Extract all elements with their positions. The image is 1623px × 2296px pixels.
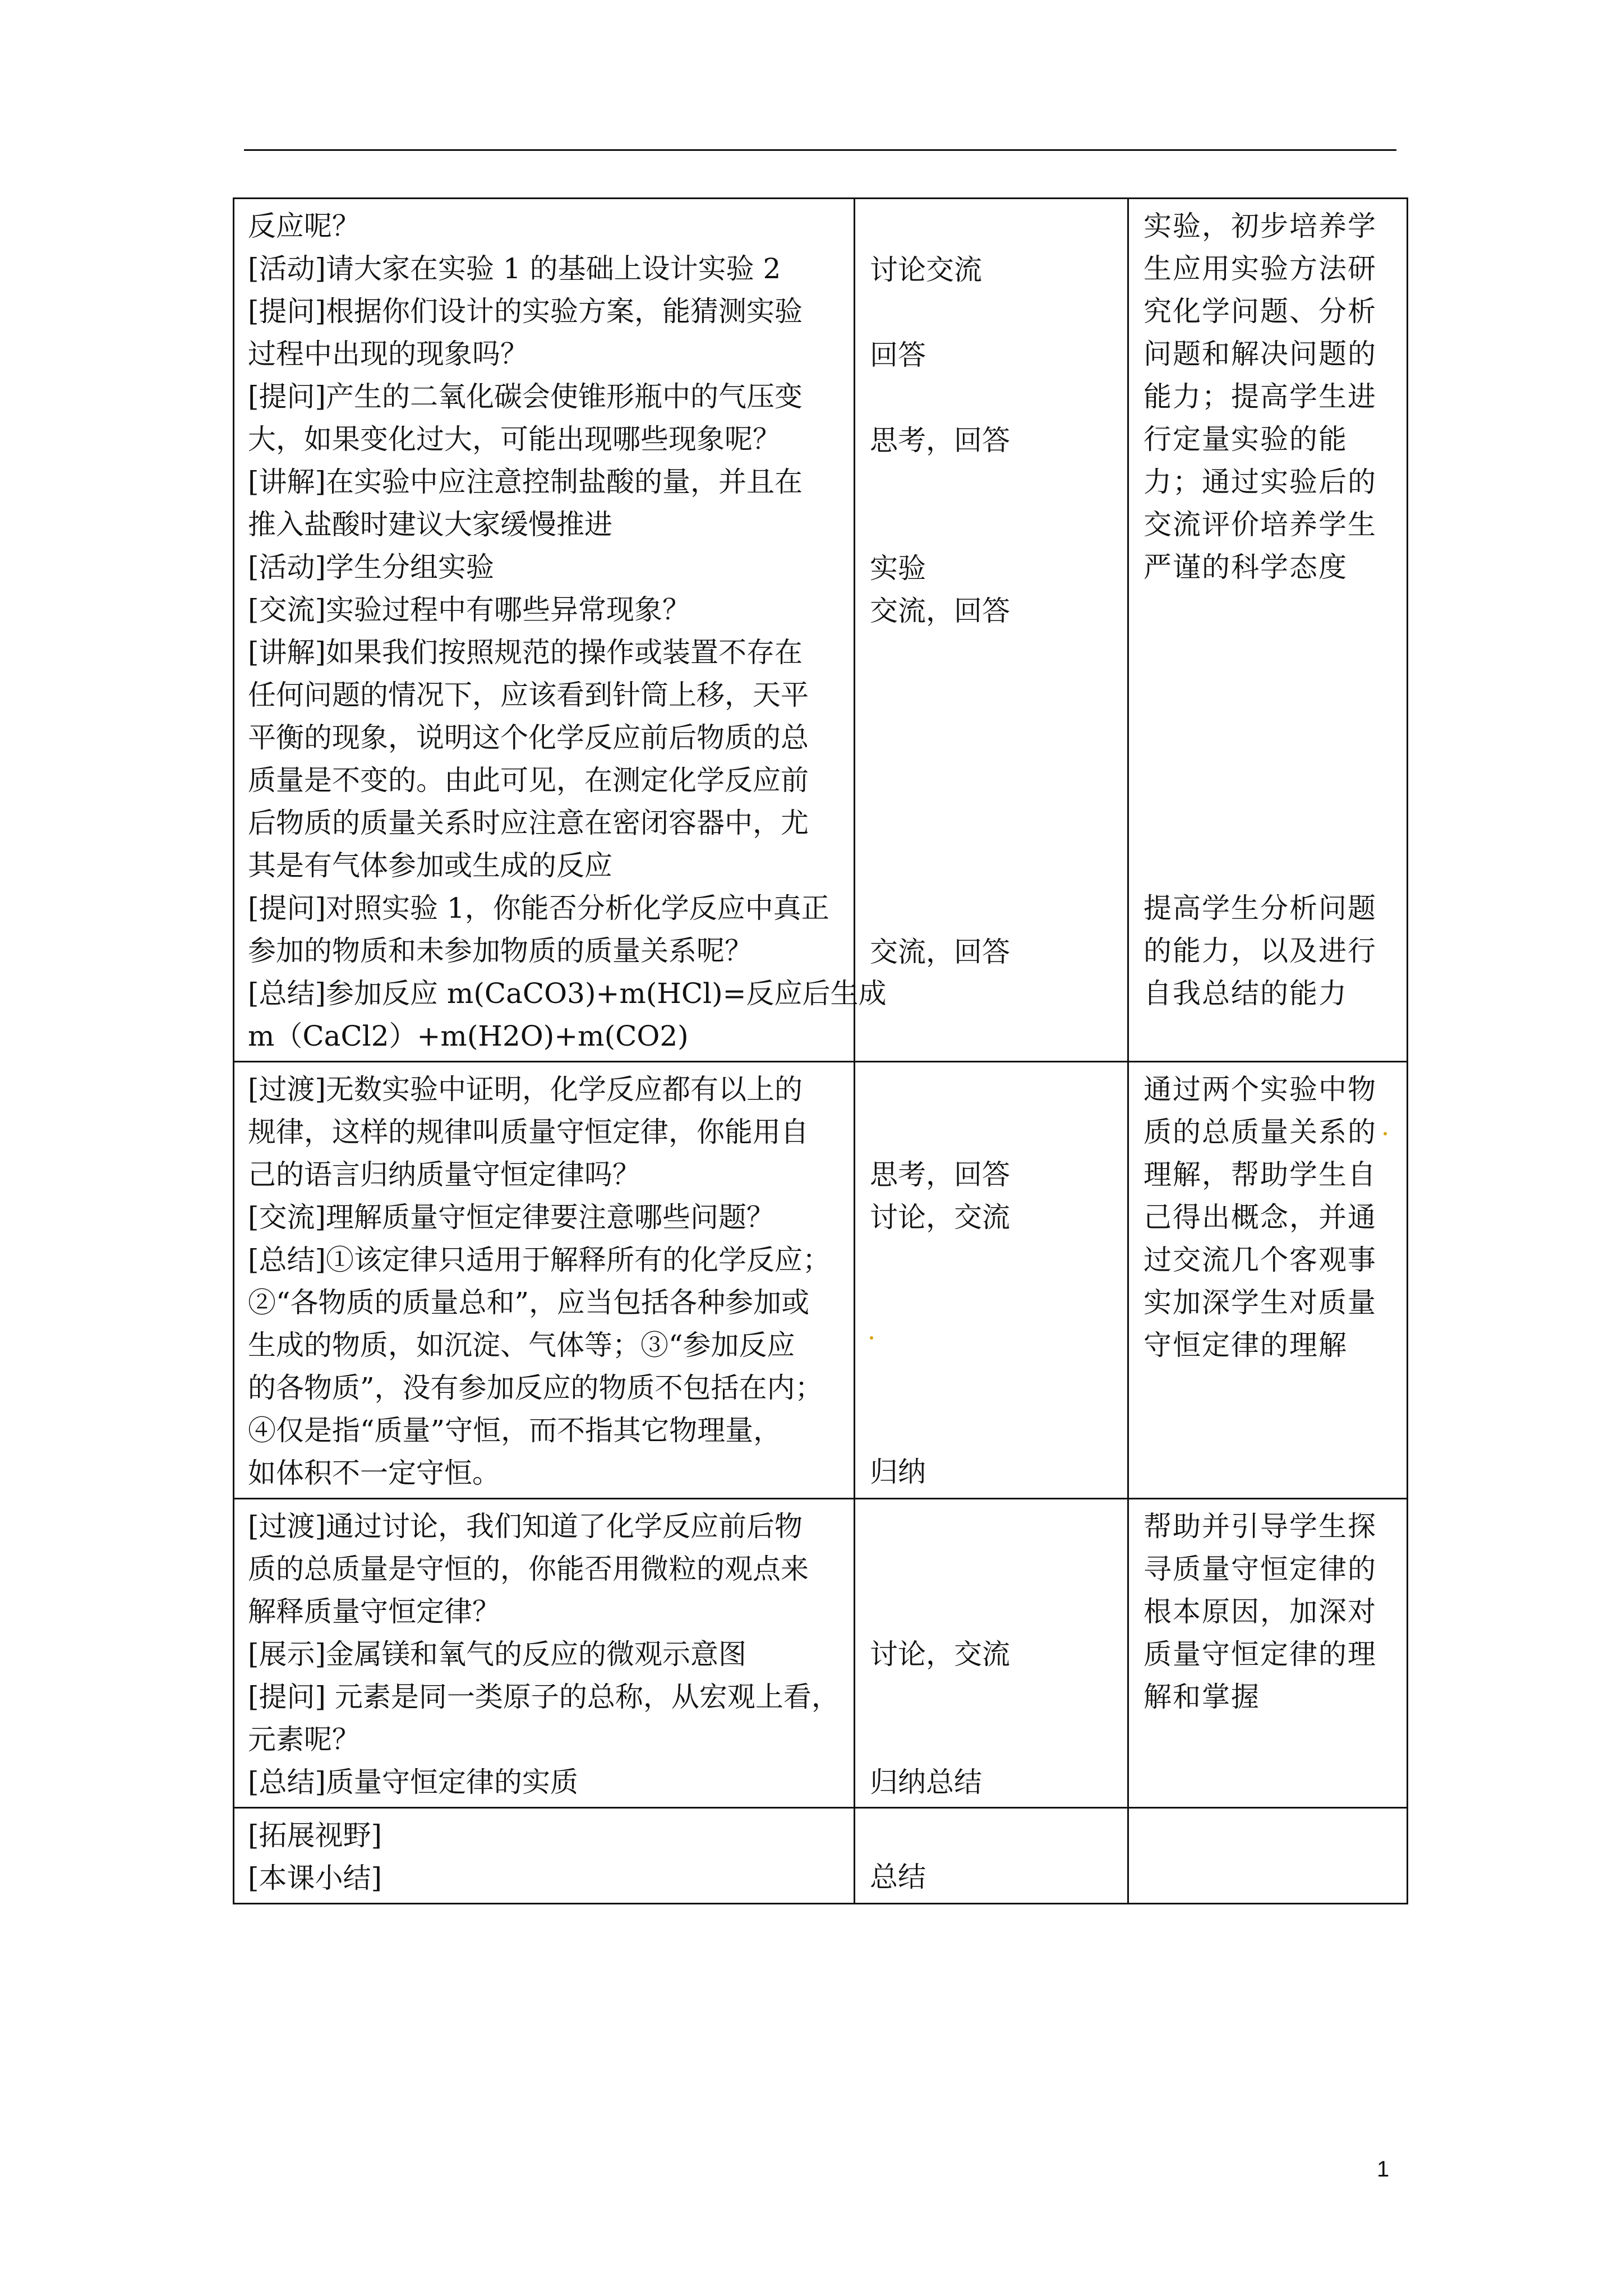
- table-row: [234, 1499, 1408, 1808]
- text-line: 如体积不一定守恒。: [248, 1457, 500, 1489]
- text-line: 生成的物质，如沉淀、气体等；③“参加反应: [248, 1329, 795, 1361]
- student-activity: 归纳总结: [870, 1766, 982, 1798]
- text-line: 质的总质量是守恒的，你能否用微粒的观点来: [248, 1553, 809, 1585]
- page-number: 1: [1377, 2157, 1390, 2182]
- text-line: ②“各物质的质量总和”，应当包括各种参加或: [248, 1286, 810, 1319]
- text-line: 参加的物质和未参加物质的质量关系呢？: [248, 935, 753, 967]
- text-line: 规律，这样的规律叫质量守恒定律，你能用自: [248, 1116, 809, 1148]
- text-line: [提问]产生的二氧化碳会使锥形瓶中的气压变: [248, 380, 803, 413]
- text-line: 任何问题的情况下，应该看到针筒上移，天平: [248, 679, 809, 711]
- student-activity: 讨论，交流: [870, 1201, 1010, 1234]
- design-intent-cell: [1128, 1808, 1408, 1904]
- text-line: [过渡]无数实验中证明，化学反应都有以上的: [248, 1073, 803, 1106]
- student-activity-cell: [855, 1062, 1128, 1499]
- teacher-activity-cell: [234, 199, 887, 1062]
- text-line: [提问]对照实验 1，你能否分析化学反应中真正: [248, 892, 829, 924]
- teacher-activity-cell: [234, 1499, 855, 1808]
- student-activity: 讨论，交流: [870, 1638, 1010, 1671]
- text-line: [提问] 元素是同一类原子的总称，从宏观上看，: [248, 1681, 840, 1713]
- text-line: [活动]学生分组实验: [248, 551, 495, 583]
- header-rule: [244, 149, 1396, 151]
- text-line: 平衡的现象，说明这个化学反应前后物质的总: [248, 721, 809, 754]
- student-activity: 回答: [870, 339, 926, 371]
- student-activity: 思考，回答: [870, 1158, 1010, 1191]
- table-row: [234, 1062, 1408, 1499]
- text-line: [过渡]通过讨论，我们知道了化学反应前后物: [248, 1510, 803, 1543]
- text-line: [总结]①该定律只适用于解释所有的化学反应；: [248, 1244, 831, 1276]
- design-intent-text: 通过两个实验中物质的总质量关系的理解，帮助学生自己得出概念，并通过交流几个客观事实加深学生对质量守恒定律的理解: [1144, 1073, 1377, 1361]
- teacher-activity-cell: [234, 1062, 855, 1499]
- text-line: 质量是不变的。由此可见，在测定化学反应前: [248, 764, 809, 797]
- student-activity: 讨论交流: [870, 254, 982, 286]
- design-intent-cell: [1128, 1499, 1408, 1808]
- design-intent-text: 帮助并引导学生探寻质量守恒定律的根本原因，加深对质量守恒定律的理解和掌握: [1144, 1510, 1377, 1713]
- lesson-plan-table: [233, 197, 1408, 1904]
- text-line: ④仅是指“质量”守恒，而不指其它物理量，: [248, 1414, 782, 1447]
- text-line: m（CaCl2）+m(H2O)+m(CO2): [248, 1020, 689, 1052]
- text-line: 反应呢？: [248, 210, 360, 242]
- design-intent-text: 实验，初步培养学生应用实验方法研究化学问题、分析问题和解决问题的能力；提高学生进行定量实验的能力；通过实验后的交流评价培养学生严谨的科学态度: [1144, 210, 1377, 583]
- text-line: 解释质量守恒定律？: [248, 1595, 500, 1628]
- stray-dot: [1384, 1132, 1387, 1135]
- student-activity: 总结: [870, 1861, 926, 1893]
- design-intent-text: 提高学生分析问题的能力，以及进行自我总结的能力: [1144, 892, 1377, 1010]
- text-line: [拓展视野]: [248, 1819, 382, 1852]
- text-line: [展示]金属镁和氧气的反应的微观示意图: [248, 1638, 747, 1671]
- student-activity: 实验: [870, 552, 926, 585]
- text-line: [总结]质量守恒定律的实质: [248, 1766, 579, 1798]
- student-activity-cell: [855, 199, 1128, 1062]
- table-row: [234, 199, 1408, 1062]
- text-line: 其是有气体参加或生成的反应: [248, 849, 612, 882]
- text-line: [提问]根据你们设计的实验方案，能猜测实验: [248, 295, 803, 328]
- text-line: [本课小结]: [248, 1862, 382, 1894]
- text-line: [讲解]在实验中应注意控制盐酸的量，并且在: [248, 466, 803, 498]
- text-line: 过程中出现的现象吗？: [248, 338, 528, 370]
- text-line: [交流]实验过程中有哪些异常现象？: [248, 593, 691, 626]
- stray-dot: [870, 1336, 873, 1340]
- text-line: 后物质的质量关系时应注意在密闭容器中，尤: [248, 807, 809, 839]
- text-line: [活动]请大家在实验 1 的基础上设计实验 2: [248, 252, 781, 285]
- text-line: [总结]参加反应 m(CaCO3)+m(HCl)=反应后生成: [248, 977, 887, 1010]
- text-line: 的各物质”，没有参加反应的物质不包括在内；: [248, 1372, 823, 1404]
- student-activity-cell: [855, 1808, 1128, 1904]
- student-activity: 交流，回答: [870, 936, 1010, 968]
- text-line: [讲解]如果我们按照规范的操作或装置不存在: [248, 636, 803, 669]
- design-intent-cell: [1128, 1062, 1408, 1499]
- student-activity: 归纳: [870, 1456, 926, 1488]
- text-line: 己的语言归纳质量守恒定律吗？: [248, 1158, 640, 1191]
- student-activity-cell: [855, 1499, 1128, 1808]
- text-line: 大，如果变化过大，可能出现哪些现象呢？: [248, 423, 781, 455]
- text-line: 推入盐酸时建议大家缓慢推进: [248, 508, 612, 541]
- table-row: [234, 1808, 1408, 1904]
- text-line: 元素呢？: [248, 1723, 360, 1756]
- text-line: [交流]理解质量守恒定律要注意哪些问题？: [248, 1201, 775, 1234]
- design-intent-cell: [1128, 199, 1408, 1062]
- student-activity: 思考，回答: [870, 424, 1010, 457]
- teacher-activity-cell: [234, 1808, 855, 1904]
- student-activity: 交流，回答: [870, 595, 1010, 627]
